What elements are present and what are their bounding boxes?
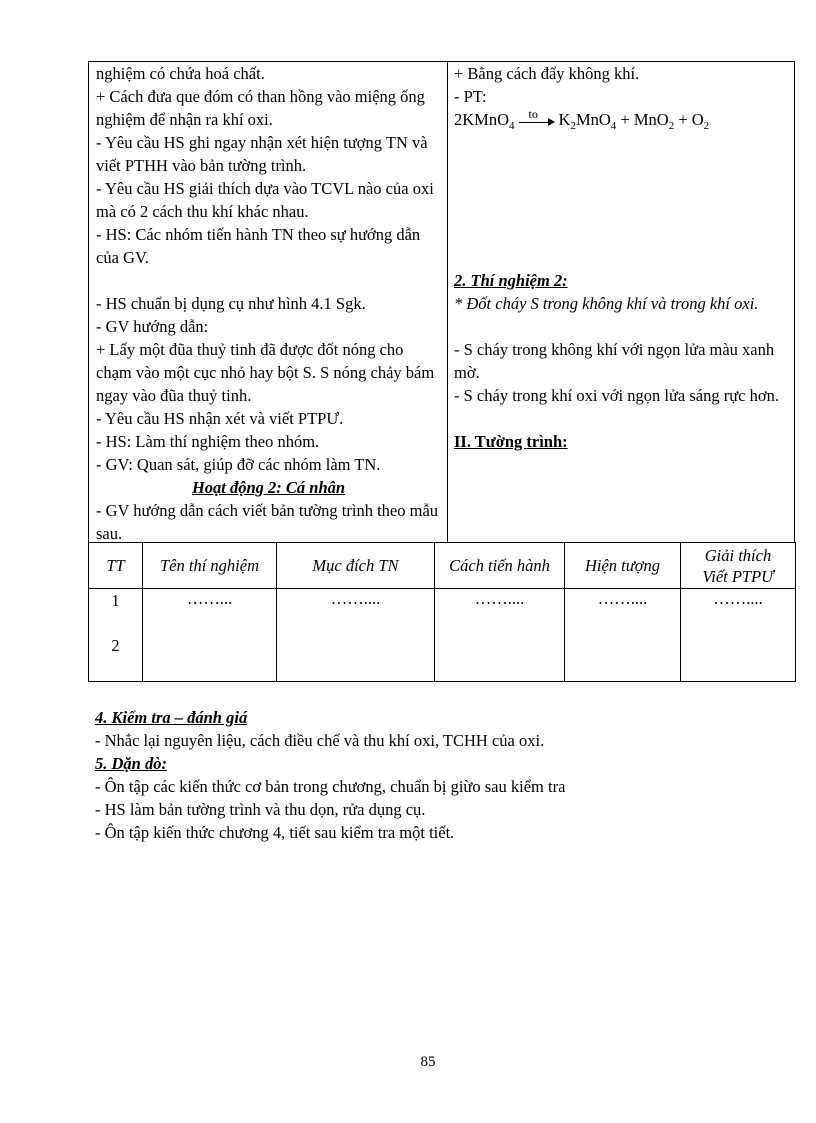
text-line: - HS: Các nhóm tiến hành TN theo sự hướng dẫn của GV. <box>96 225 421 267</box>
eq-subscript: 2 <box>668 120 675 132</box>
table-header: Cách tiến hành <box>435 543 565 589</box>
text-line: - S cháy trong khí oxi với ngọn lửa sáng rực hơn. <box>454 386 779 405</box>
text-line: - GV: Quan sát, giúp đỡ các nhóm làm TN. <box>96 455 381 474</box>
eq-product: MnO <box>575 110 611 129</box>
table-cell: …….... <box>435 589 565 682</box>
table-header: Hiện tượng <box>565 543 681 589</box>
text-line: - GV hướng dẫn cách viết bản tường trình theo mẫu sau. <box>96 501 439 543</box>
report-section-heading: II. Tường trình: <box>454 432 568 451</box>
eq-product: K <box>558 110 571 129</box>
text-line: + Cách đưa que đóm có than hồng vào miệng ống nghiệm để nhận ra khí oxi. <box>96 87 425 129</box>
table-cell: …….... <box>681 589 796 682</box>
text-line: - HS chuẩn bị dụng cụ như hình 4.1 Sgk. <box>96 294 366 313</box>
table-cell: …….... <box>277 589 435 682</box>
eq-reactant: 2KMnO <box>454 110 510 129</box>
text-line: - Yêu cầu HS giải thích dựa vào TCVL nào của oxi mà có 2 cách thu khí khác nhau. <box>96 179 434 221</box>
table-cell: …….... <box>565 589 681 682</box>
row-number: 2 <box>111 636 120 655</box>
table-header: TT <box>89 543 143 589</box>
text-line: - GV hướng dẫn: <box>96 317 209 336</box>
lesson-plan-box <box>88 61 795 542</box>
text-line: - S cháy trong không khí với ngọn lửa màu xanh mờ. <box>454 340 775 382</box>
text-line: nghiệm có chứa hoá chất. <box>96 64 265 83</box>
eq-subscript: 2 <box>703 120 710 132</box>
text-line: - HS làm bản tường trình và thu dọn, rửa dụng cụ. <box>95 800 426 819</box>
report-table <box>88 542 796 682</box>
table-header-row <box>89 543 796 589</box>
reaction-arrow-icon <box>519 107 555 127</box>
eq-product: + MnO <box>620 110 669 129</box>
text-line: - HS: Làm thí nghiệm theo nhóm. <box>96 432 320 451</box>
header-line: Giải thích <box>704 545 772 565</box>
text-line: - PT: <box>454 87 487 106</box>
page-number: 85 <box>420 1054 436 1070</box>
experiment-2-heading: 2. Thí nghiệm 2: <box>454 271 568 290</box>
text-line: + Lấy một đũa thuỷ tinh đã được đốt nóng cho chạm vào một cục nhỏ hay bột S. S nóng chảy bám ngay vào đũa thuỷ tinh. <box>96 340 435 405</box>
text-line: - Yêu cầu HS nhận xét và viết PTPƯ. <box>96 409 344 428</box>
eq-subscript: 4 <box>509 120 515 132</box>
eq-condition: to <box>528 107 538 122</box>
header-line: Viết PTPƯ <box>702 566 774 586</box>
row-number: 1 <box>111 591 120 610</box>
table-header <box>681 543 796 589</box>
experiment-2-subheading: * Đốt cháy S trong không khí và trong khí oxi. <box>454 294 759 313</box>
text-line: + Bằng cách đẩy không khí. <box>454 64 640 83</box>
text-line: - Ôn tập các kiến thức cơ bản trong chương, chuẩn bị giừo sau kiểm tra <box>95 777 566 796</box>
content-column <box>447 62 794 542</box>
text-line: - Yêu cầu HS ghi ngay nhận xét hiện tượng TN và viết PTHH vào bản tường trình. <box>96 133 428 175</box>
chemical-equation <box>454 108 788 131</box>
table-cell: ……... <box>143 589 277 682</box>
teacher-activity-column <box>89 62 447 542</box>
row-number-cell <box>89 589 143 682</box>
closing-sections <box>95 706 795 844</box>
section-5-heading: 5. Dặn dò: <box>95 754 167 773</box>
table-header: Mục đích TN <box>277 543 435 589</box>
eq-subscript: 4 <box>610 120 617 132</box>
table-header: Tên thí nghiệm <box>143 543 277 589</box>
eq-subscript: 2 <box>570 120 576 132</box>
section-4-heading: 4. Kiểm tra – đánh giá <box>95 708 248 727</box>
activity-heading: Hoạt động 2: Cá nhân <box>191 478 346 497</box>
text-line: - Nhắc lại nguyên liệu, cách điều chế và thu khí oxi, TCHH của oxi. <box>95 731 545 750</box>
text-line: - Ôn tập kiến thức chương 4, tiết sau kiểm tra một tiết. <box>95 823 455 842</box>
table-row <box>89 589 796 682</box>
eq-product: + O <box>678 110 704 129</box>
